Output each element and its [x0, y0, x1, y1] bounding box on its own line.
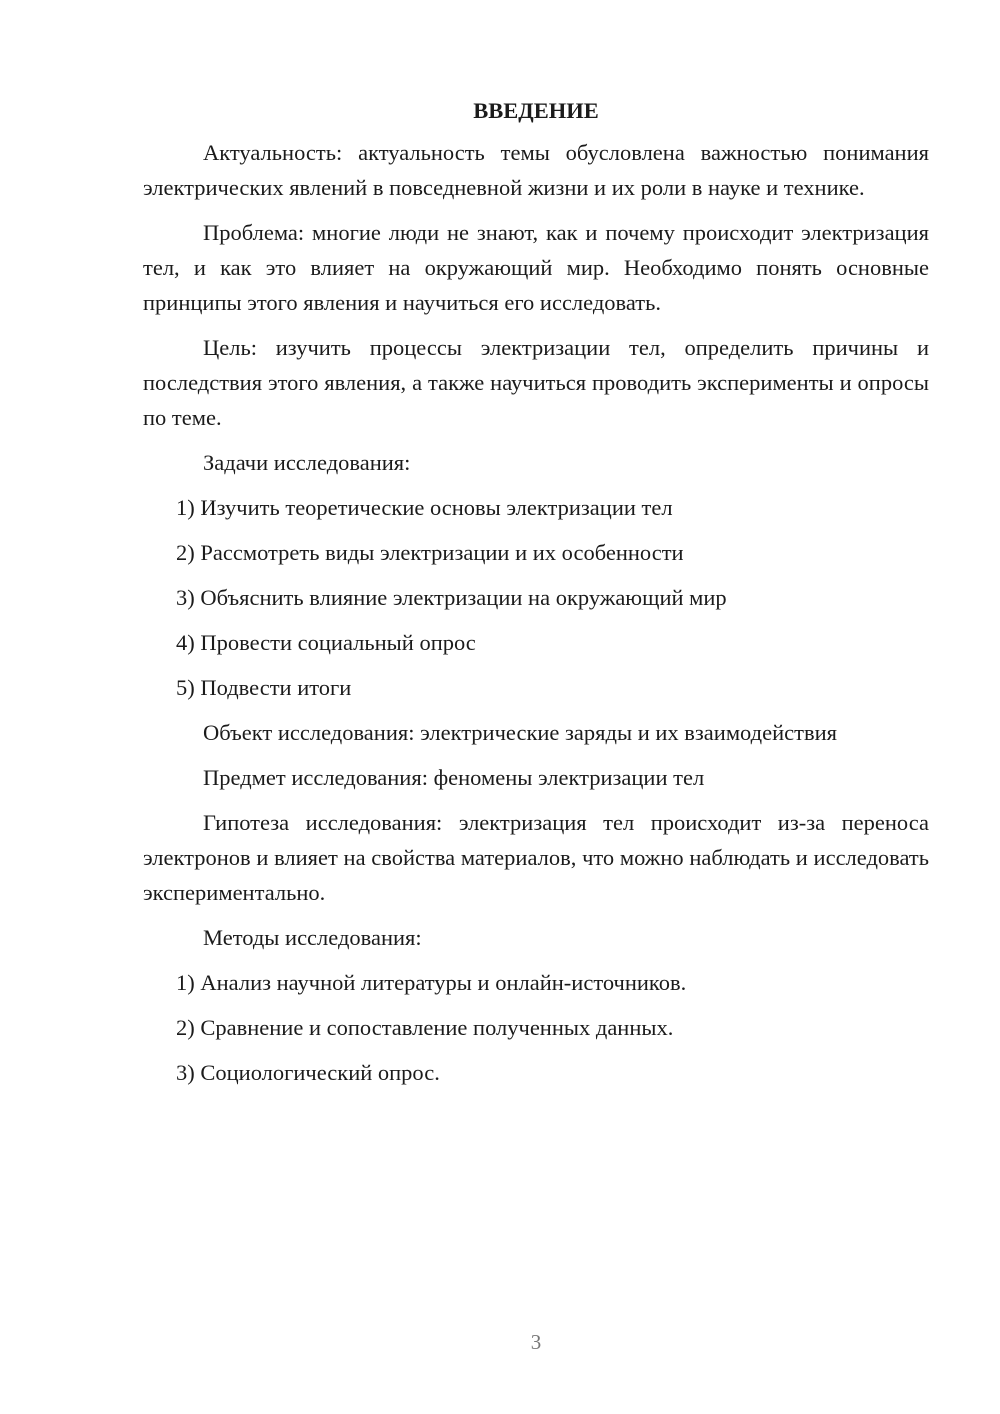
hypothesis-paragraph: Гипотеза исследования: электризация тел происходит из-за переноса электронов и влияет на свойства материалов, что можно наблюдать и исследовать экспериментально. [143, 810, 929, 905]
method-item: 2) Сравнение и сопоставление полученных данных. [176, 1015, 674, 1040]
object-line: Объект исследования: электрические заряды и их взаимодействия [203, 720, 837, 745]
method-item: 1) Анализ научной литературы и онлайн-источников. [176, 970, 687, 995]
task-item: 1) Изучить теоретические основы электризации тел [176, 495, 673, 520]
page-content [143, 95, 929, 1100]
section-title: ВВЕДЕНИЕ [473, 98, 599, 123]
method-item: 3) Социологический опрос. [176, 1060, 440, 1085]
task-item: 2) Рассмотреть виды электризации и их особенности [176, 540, 684, 565]
task-item: 4) Провести социальный опрос [176, 630, 476, 655]
tasks-list [143, 490, 929, 705]
methods-list [143, 965, 929, 1090]
task-item: 3) Объяснить влияние электризации на окружающий мир [176, 585, 727, 610]
goal-paragraph: Цель: изучить процессы электризации тел, определить причины и последствия этого явления, а также научиться проводить эксперименты и опросы по теме. [143, 335, 929, 430]
subject-line: Предмет исследования: феномены электризации тел [203, 765, 705, 790]
tasks-heading: Задачи исследования: [203, 450, 411, 475]
page-number: 3 [530, 1330, 542, 1354]
problem-paragraph: Проблема: многие люди не знают, как и почему происходит электризация тел, и как это влияет на окружающий мир. Необходимо понять основные принципы этого явления и научиться его исследовать. [143, 220, 929, 315]
task-item: 5) Подвести итоги [176, 675, 352, 700]
relevance-paragraph: Актуальность: актуальность темы обусловлена важностью понимания электрических явлений в повседневной жизни и их роли в науке и технике. [143, 140, 929, 200]
methods-heading: Методы исследования: [203, 925, 422, 950]
